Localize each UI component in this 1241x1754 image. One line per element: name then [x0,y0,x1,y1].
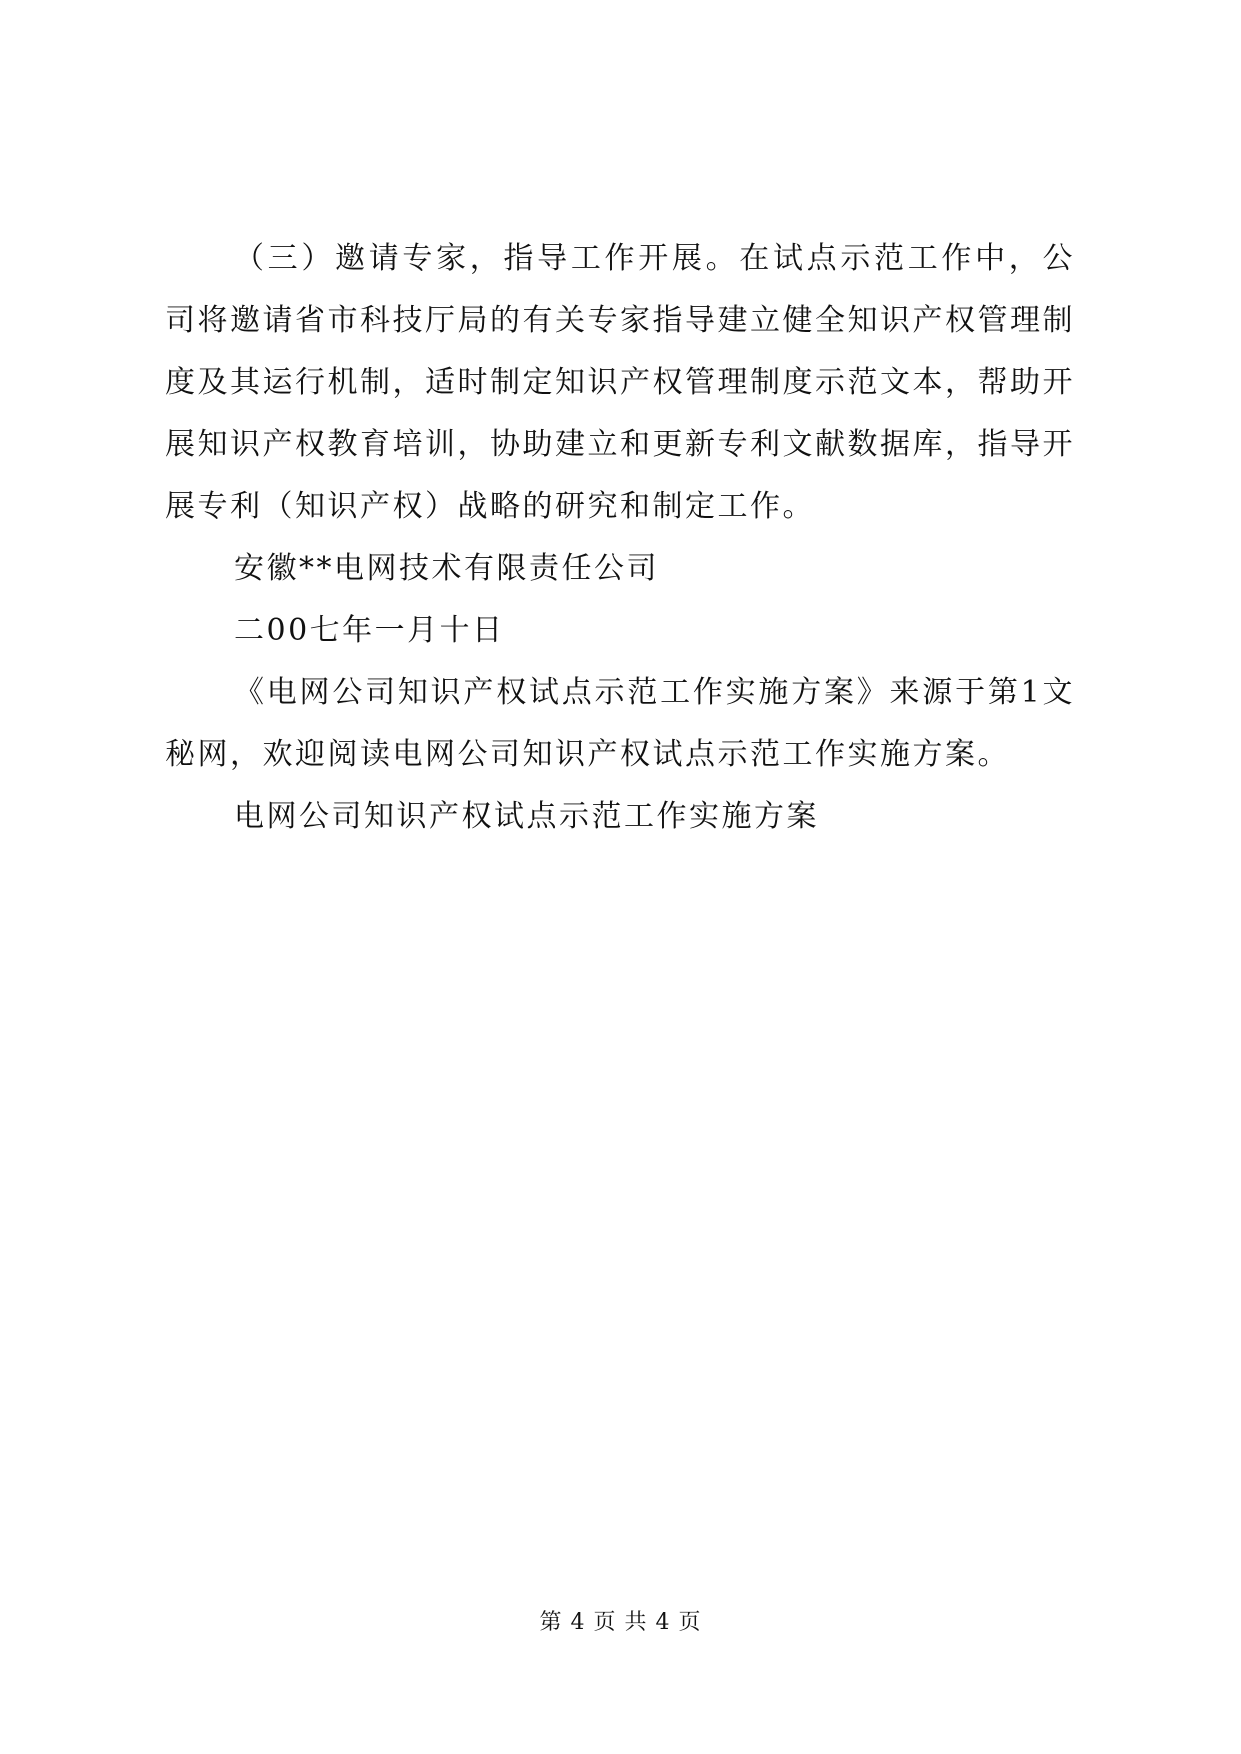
paragraph-invite-experts: （三）邀请专家，指导工作开展。在试点示范工作中，公司将邀请省市科技厅局的有关专家指导建立健全知识产权管理制度及其运行机制，适时制定知识产权管理制度示范文本，帮助开展知识产权教育培训，协助建立和更新专利文献数据库，指导开展专利（知识产权）战略的研究和制定工作。 [165,241,1075,524]
document-date: 二00七年一月十日 [234,613,505,648]
document-body [165,228,1075,848]
source-note: 《电网公司知识产权试点示范工作实施方案》来源于第1文秘网，欢迎阅读电网公司知识产权试点示范工作实施方案。 [165,675,1075,772]
company-signature: 安徽**电网技术有限责任公司 [234,551,659,586]
document-title-repeat: 电网公司知识产权试点示范工作实施方案 [234,799,819,834]
page-footer: 第 4 页 共 4 页 [539,1610,702,1635]
